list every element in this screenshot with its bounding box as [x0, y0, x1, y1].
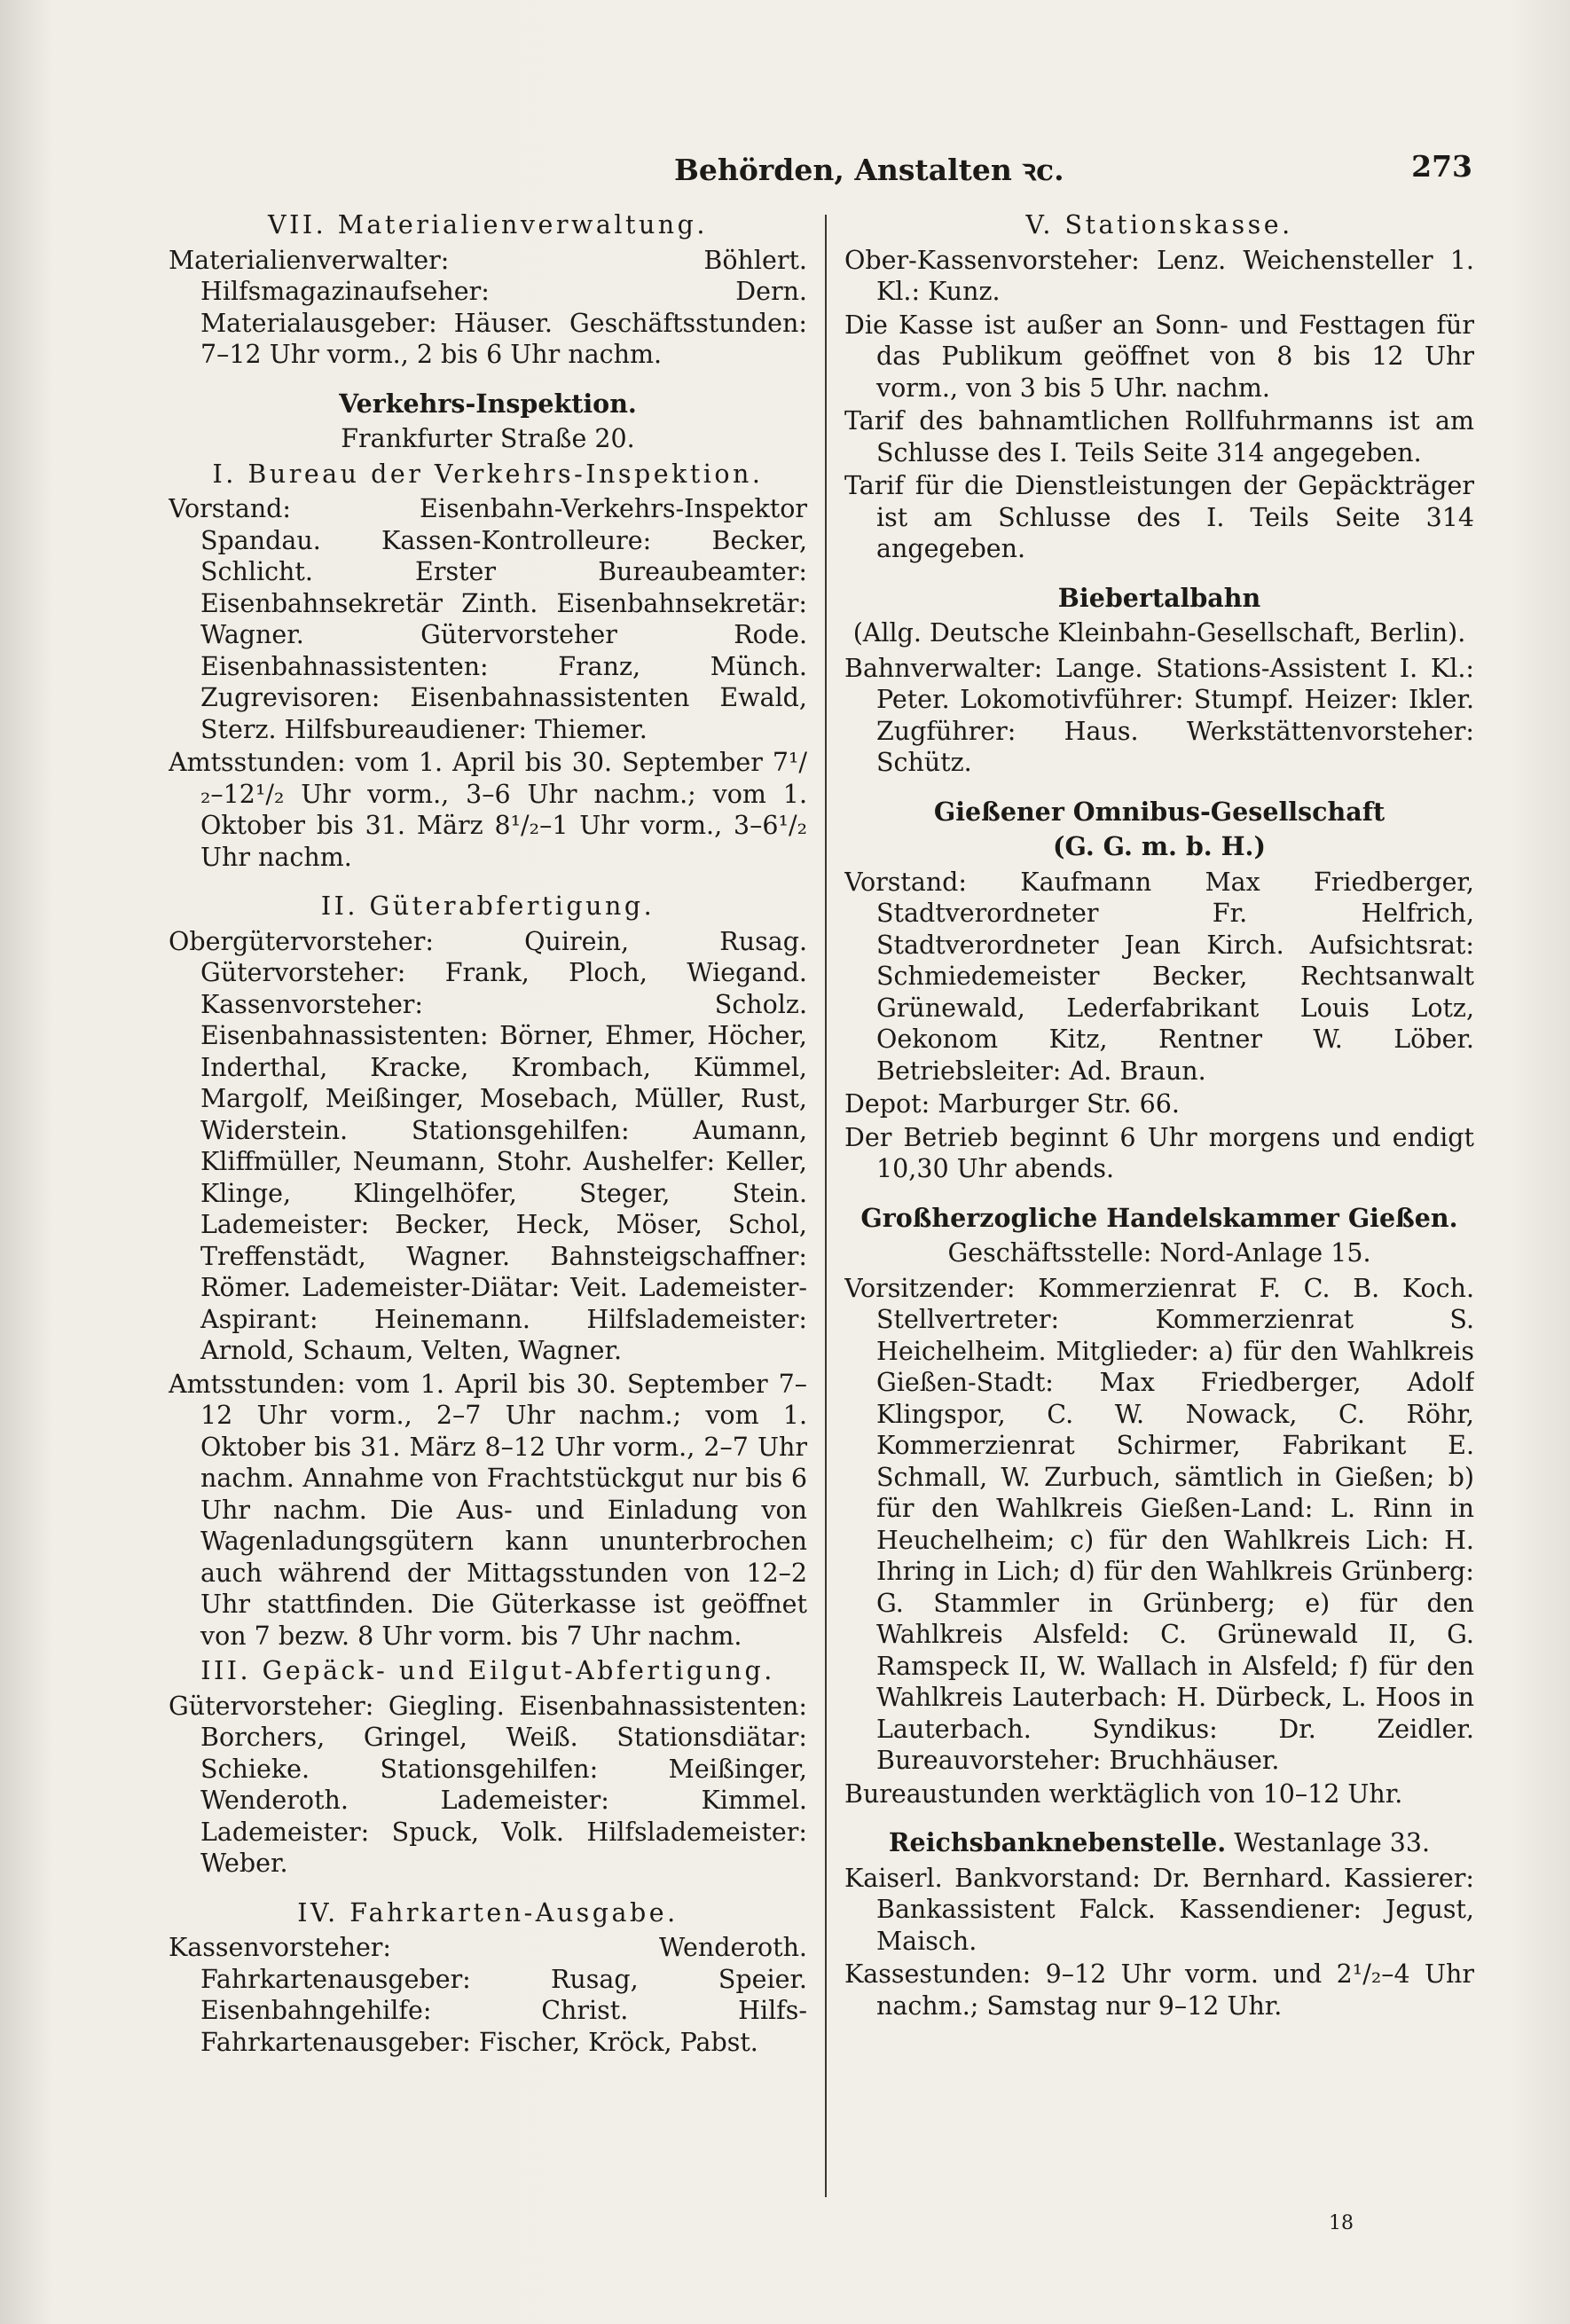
spacer [844, 781, 1474, 793]
office-hours: Die Kasse ist außer an Sonn- und Festtagen für das Publikum geöffnet von 8 bis 12 Uhr vorm., von 3 bis 5 Uhr. nachm. [844, 310, 1474, 403]
section-text: Vorstand: Eisenbahn-Verkehrs-Inspektor Spandau. Kassen-Kontrolleure: Becker, Schlicht. Erster Bureaubeamter: Eisenbahnsekretär Zinth. Eisenbahnsekretär: Wagner. Gütervorsteher Rode. Eisenbahnassistenten: Franz, Münch. Zugrevisoren: Eisenbahnassistenten Ewald, Sterz. Hilfsbureaudiener: Thiemer. [169, 494, 807, 744]
section-title: Verkehrs-Inspektion. [339, 388, 637, 419]
tarif-note: Tarif für die Dienstleistungen der Gepäckträger ist am Schlusse des I. Teils Seite 314 angegeben. [844, 471, 1474, 563]
section-heading: III. Gepäck- und Eilgut-Abfertigung. [200, 1656, 775, 1685]
office-hours: Kassestunden: 9–12 Uhr vorm. und 2¹/₂–4 Uhr nachm.; Samstag nur 9–12 Uhr. [844, 1959, 1474, 2021]
page-header [169, 149, 1472, 190]
section-text: Kaiserl. Bankvorstand: Dr. Bernhard. Kassierer: Bankassistent Falck. Kassendiener: Jegust, Maisch. [844, 1863, 1474, 1956]
section-heading: V. Stationskasse. [1025, 210, 1293, 239]
office-hours: Amtsstunden: vom 1. April bis 30. September 7–12 Uhr vorm., 2–7 Uhr nachm.; vom 1. Oktober bis 31. März 8–12 Uhr vorm., 2–7 Uhr nachm. Annahme von Frachtstückgut nur bis 6 Uhr nachm. Die Aus- und Einladung von Wagenladungsgütern kann ununterbrochen auch während der Mittagsstunden von 12–2 Uhr stattfinden. Die Güterkasse ist geöffnet von 7 bezw. 8 Uhr vorm. bis 7 Uhr nachm. [169, 1369, 807, 1651]
section-text: Gütervorsteher: Giegling. Eisenbahnassistenten: Borchers, Gringel, Weiß. Stationsdiätar: Schieke. Stationsgehilfen: Meißinger, Wenderoth. Lademeister: Kimmel. Lademeister: Spuck, Volk. Hilfslademeister: Weber. [169, 1691, 807, 1878]
right-column [844, 206, 1474, 2193]
address-line: Geschäftsstelle: Nord-Anlage 15. [947, 1238, 1371, 1268]
spacer [169, 875, 807, 887]
section-text: Obergütervorsteher: Quirein, Rusag. Gütervorsteher: Frank, Ploch, Wiegand. Kassenvorsteher: Scholz. Eisenbahnassistenten: Börner, Ehmer, Höcher, Inderthal, Kracke, Krombach, Kümmel, Margolf, Meißinger, Mosebach, Müller, Rust, Widerstein. Stationsgehilfen: Aumann, Kliffmüller, Neumann, Stohr. Aushelfer: Keller, Klinge, Klingelhöfer, Steger, Stein. Lademeister: Becker, Heck, Möser, Schol, Treffenstädt, Wagner. Bahnsteigschaffner: Römer. Lademeister-Diätar: Veit. Lademeister-Aspirant: Heinemann. Hilfslademeister: Arnold, Schaum, Velten, Wagner. [169, 926, 807, 1365]
reichsbank-heading [844, 1827, 1474, 1859]
spacer [844, 1811, 1474, 1824]
section-heading: VII. Materialienverwaltung. [268, 210, 708, 239]
section-heading: II. Güterabfertigung. [320, 891, 655, 921]
operation-hours: Der Betrieb beginnt 6 Uhr morgens und endigt 10,30 Uhr abends. [844, 1122, 1474, 1183]
column-divider [825, 215, 827, 2197]
section-title: Gießener Omnibus-Gesellschaft [933, 796, 1386, 827]
page-number: 273 [1411, 149, 1472, 184]
depot-line: Depot: Marburger Str. 66. [844, 1089, 1180, 1119]
section-text: Kassenvorsteher: Wenderoth. Fahrkartenausgeber: Rusag, Speier. Eisenbahngehilfe: Christ. Hilfs-Fahrkartenausgeber: Fischer, Kröck, Pabst. [169, 1933, 807, 2057]
left-column [169, 206, 807, 2184]
section-heading: I. Bureau der Verkehrs-Inspektion. [212, 459, 764, 489]
section-text: Vorstand: Kaufmann Max Friedberger, Stadtverordneter Fr. Helfrich, Stadtverordneter Jean Kirch. Aufsichtsrat: Schmiedemeister Becker, Rechtsanwalt Grünewald, Lederfabrikant Louis Lotz, Oekonom Kitz, Rentner W. Löber. Betriebsleiter: Ad. Braun. [844, 867, 1474, 1086]
section-text: Vorsitzender: Kommerzienrat F. C. B. Koch. Stellvertreter: Kommerzienrat S. Heichelheim. Mitglieder: a) für den Wahlkreis Gießen-Stadt: Max Friedberger, Adolf Klingspor, C. W. Nowack, C. Röhr, Kommerzienrat Schirmer, Fabrikant E. Schmall, W. Zurbuch, sämtlich in Gießen; b) für den Wahlkreis Gießen-Land: L. Rinn in Heuchelheim; c) für den Wahlkreis Lich: H. Ihring in Lich; d) für den Wahlkreis Grünberg: G. Stammler in Grünberg; e) für den Wahlkreis Alsfeld: C. Grünewald II, G. Ramspeck II, W. Wallach in Alsfeld; f) für den Wahlkreis Lauterbach: H. Dürbeck, L. Hoos in Lauterbach. Syndikus: Dr. Zeidler. Bureauvorsteher: Bruchhäuser. [844, 1273, 1474, 1775]
tarif-note: Tarif des bahnamtlichen Rollfuhrmanns ist am Schlusse des I. Teils Seite 314 angegeben. [844, 406, 1474, 467]
address-line: Westanlage 33. [1234, 1828, 1431, 1857]
section-heading: IV. Fahrkarten-Ausgabe. [297, 1897, 679, 1928]
office-hours: Bureaustunden werktäglich von 10–12 Uhr. [844, 1778, 1403, 1809]
section-text: Materialienverwalter: Böhlert. Hilfsmagazinaufseher: Dern. Materialausgeber: Häuser. Geschäftsstunden: 7–12 Uhr vorm., 2 bis 6 Uhr nachm. [169, 245, 807, 369]
spacer [169, 1881, 807, 1894]
spacer [844, 1187, 1474, 1199]
signature-mark: 18 [1329, 2212, 1354, 2234]
section-text: Ober-Kassenvorsteher: Lenz. Weichensteller 1. Kl.: Kunz. [844, 245, 1474, 306]
section-text: Bahnverwalter: Lange. Stations-Assistent I. Kl.: Peter. Lokomotivführer: Stumpf. Heizer: Ikler. Zugführer: Haus. Werkstättenvorsteher: Schütz. [844, 653, 1474, 777]
spacer [844, 567, 1474, 579]
section-subtitle: (G. G. m. b. H.) [1053, 831, 1266, 861]
spacer [169, 373, 807, 385]
section-title: Großherzogliche Handelskammer Gießen. [860, 1202, 1458, 1233]
office-hours: Amtsstunden: vom 1. April bis 30. September 7¹/₂–12¹/₂ Uhr vorm., 3–6 Uhr nachm.; vom 1. Oktober bis 31. März 8¹/₂–1 Uhr vorm., 3–6¹/₂ Uhr nachm. [169, 748, 807, 872]
section-title: Biebertalbahn [1057, 582, 1261, 613]
running-title: Behörden, Anstalten ꝛc. [674, 153, 1064, 187]
section-subtitle: (Allg. Deutsche Kleinbahn-Gesellschaft, Berlin). [852, 618, 1466, 648]
address-line: Frankfurter Straße 20. [341, 424, 635, 453]
section-title: Reichsbanknebenstelle. [888, 1827, 1227, 1857]
